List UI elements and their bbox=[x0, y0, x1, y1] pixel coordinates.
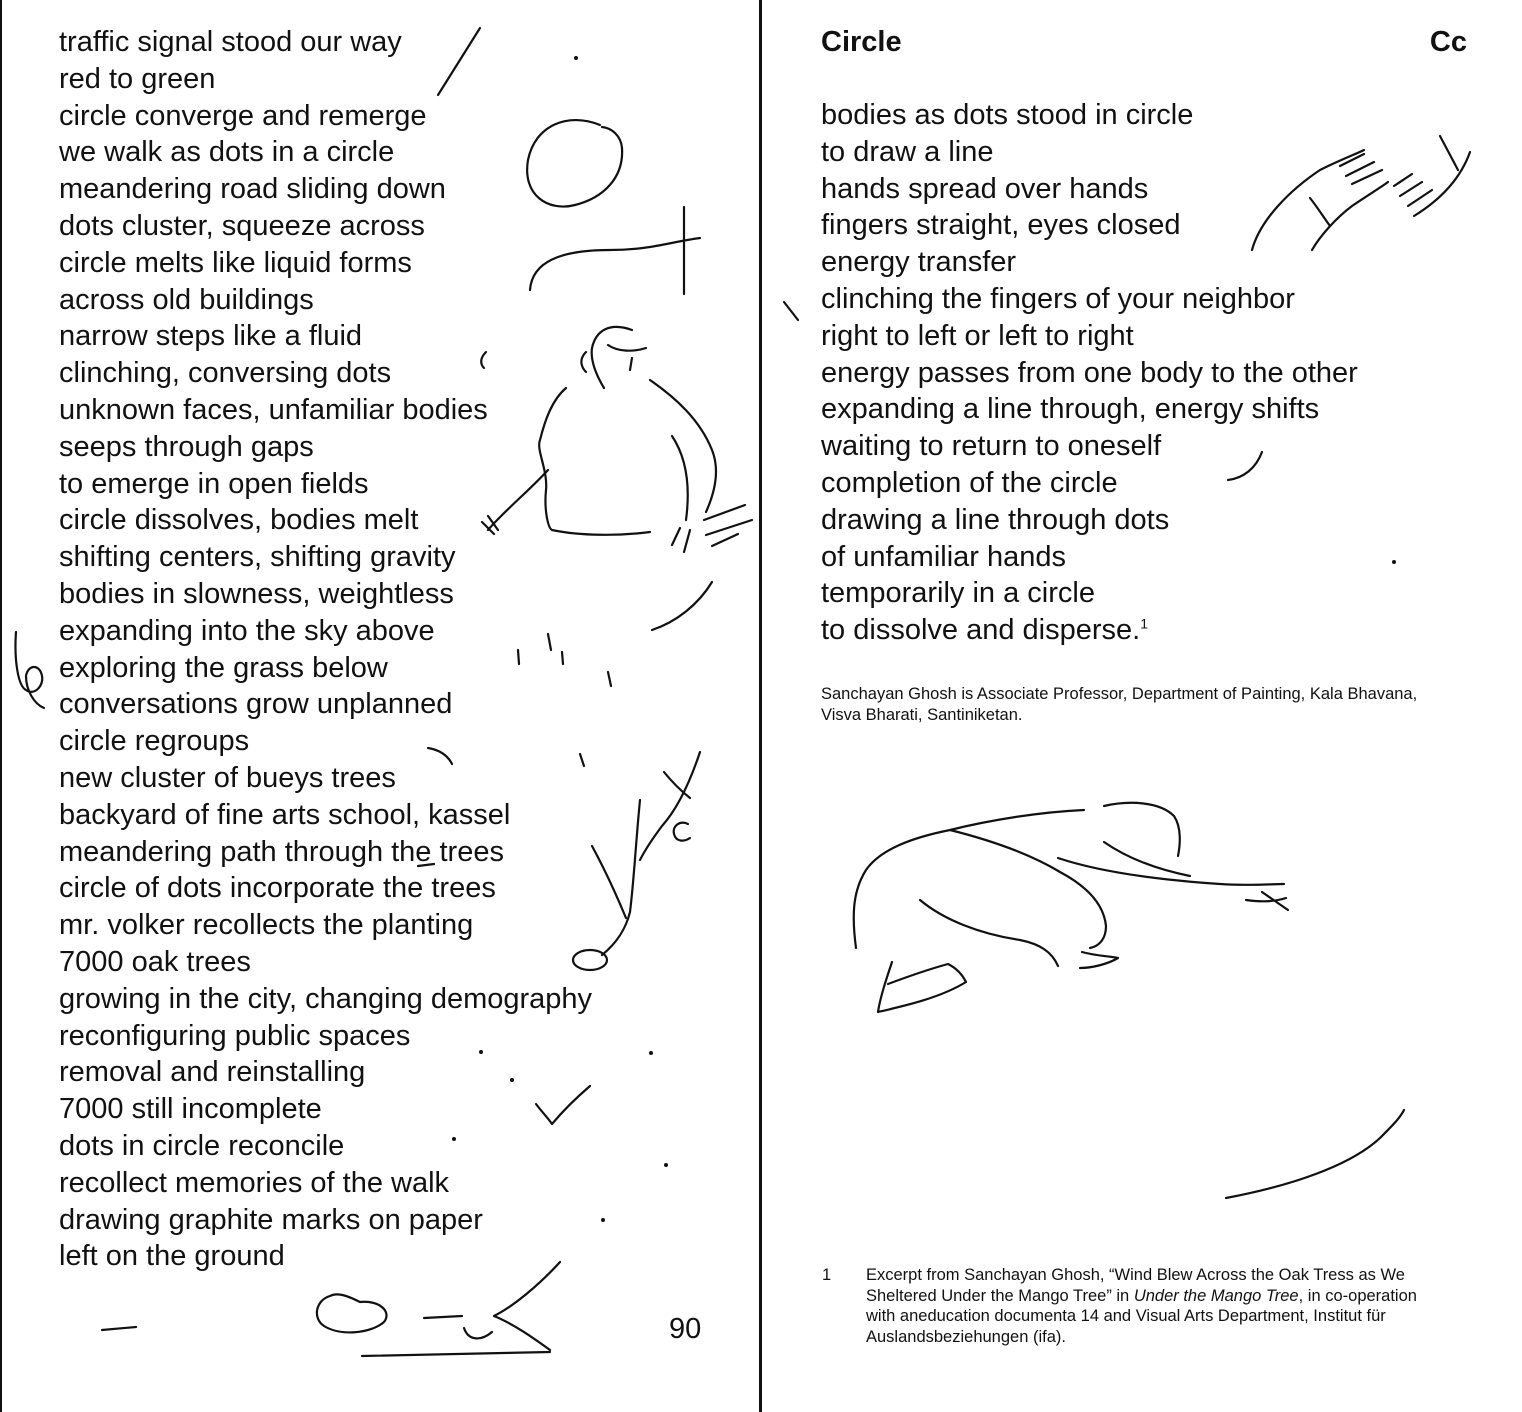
poem-line: bodies in slowness, weightless bbox=[59, 577, 454, 610]
right-poem bbox=[821, 97, 1358, 649]
poem-line: dots in circle reconcile bbox=[59, 1129, 345, 1162]
poem-line-last bbox=[821, 612, 1358, 649]
poem-line: temporarily in a circle bbox=[821, 577, 1095, 610]
poem-line: unknown faces, unfamiliar bodies bbox=[59, 393, 488, 426]
poem-line: to draw a line bbox=[821, 135, 994, 168]
poem-line: exploring the grass below bbox=[59, 651, 388, 684]
poem-line: drawing graphite marks on paper bbox=[59, 1203, 483, 1236]
page-number: 90 bbox=[669, 1313, 702, 1345]
poem-line: shifting centers, shifting gravity bbox=[59, 541, 456, 574]
poem-line: clinching, conversing dots bbox=[59, 357, 392, 390]
poem-line: meandering road sliding down bbox=[59, 173, 446, 206]
poem-line: backyard of fine arts school, kassel bbox=[59, 798, 511, 831]
poem-line: traffic signal stood our way bbox=[59, 26, 402, 58]
poem-line: energy passes from one body to the other bbox=[821, 356, 1358, 389]
poem-line: 7000 still incomplete bbox=[59, 1093, 322, 1126]
footnote-text-after: , in co-operation with aneducation documenta 14 and Visual Arts Department, Institut für Auslandsbeziehungen (ifa). bbox=[866, 1286, 1417, 1346]
running-title: Circle bbox=[821, 26, 902, 58]
poem-line: circle of dots incorporate the trees bbox=[59, 872, 496, 905]
section-letter: Cc bbox=[1429, 26, 1467, 58]
footnote-reference[interactable]: 1 bbox=[1140, 615, 1148, 632]
poem-line: waiting to return to oneself bbox=[821, 430, 1162, 463]
poem-line: expanding into the sky above bbox=[59, 614, 435, 647]
poem-line: left on the ground bbox=[59, 1240, 285, 1273]
poem-line: hands spread over hands bbox=[821, 172, 1149, 205]
poem-line: reconfiguring public spaces bbox=[59, 1019, 411, 1052]
left-page bbox=[0, 0, 760, 1412]
poem-line: narrow steps like a fluid bbox=[59, 320, 363, 353]
poem-line: new cluster of bueys trees bbox=[59, 761, 396, 794]
poem-line: right to left or left to right bbox=[821, 319, 1134, 352]
poem-line: 7000 oak trees bbox=[59, 945, 251, 978]
footnote-text bbox=[866, 1265, 1436, 1347]
left-poem bbox=[59, 24, 592, 1275]
poem-line: removal and reinstalling bbox=[59, 1056, 366, 1089]
last-line-text: to dissolve and disperse. bbox=[821, 614, 1141, 647]
poem-line: circle regroups bbox=[59, 725, 250, 758]
poem-line: completion of the circle bbox=[821, 466, 1118, 499]
poem-line: dots cluster, squeeze across bbox=[59, 209, 425, 242]
poem-line: clinching the fingers of your neighbor bbox=[821, 282, 1295, 315]
poem-line: conversations grow unplanned bbox=[59, 688, 453, 721]
poem-line: of unfamiliar hands bbox=[821, 540, 1067, 573]
poem-line: circle melts like liquid forms bbox=[59, 246, 412, 279]
poem-line: red to green bbox=[59, 62, 216, 95]
poem-line: fingers straight, eyes closed bbox=[821, 209, 1181, 242]
poem-line: energy transfer bbox=[821, 246, 1017, 279]
poem-line: mr. volker recollects the planting bbox=[59, 909, 474, 942]
poem-line: circle converge and remerge bbox=[59, 99, 427, 132]
poem-line: recollect memories of the walk bbox=[59, 1166, 450, 1199]
author-bio: Sanchayan Ghosh is Associate Professor, Department of Painting, Kala Bhavana, Visva Bharati, Santiniketan. bbox=[821, 685, 1418, 724]
footnote-italic-title: Under the Mango Tree bbox=[1133, 1286, 1299, 1305]
poem-line: across old buildings bbox=[59, 283, 314, 316]
poem-line: meandering path through the trees bbox=[59, 835, 504, 868]
poem-line: we walk as dots in a circle bbox=[59, 136, 395, 169]
right-page bbox=[762, 0, 1522, 1412]
poem-line: expanding a line through, energy shifts bbox=[821, 393, 1320, 426]
poem-line: to emerge in open fields bbox=[59, 467, 369, 500]
footnote-text-before: Excerpt from Sanchayan Ghosh, “Wind Blew Across the Oak Tress as We Sheltered Under the Mango Tree” in bbox=[866, 1266, 1405, 1305]
footnote-number: 1 bbox=[822, 1266, 832, 1284]
poem-line: bodies as dots stood in circle bbox=[821, 99, 1194, 131]
poem-line: drawing a line through dots bbox=[821, 503, 1170, 536]
poem-line: growing in the city, changing demography bbox=[59, 982, 593, 1015]
poem-line: circle dissolves, bodies melt bbox=[59, 504, 419, 537]
poem-line: seeps through gaps bbox=[59, 430, 314, 463]
